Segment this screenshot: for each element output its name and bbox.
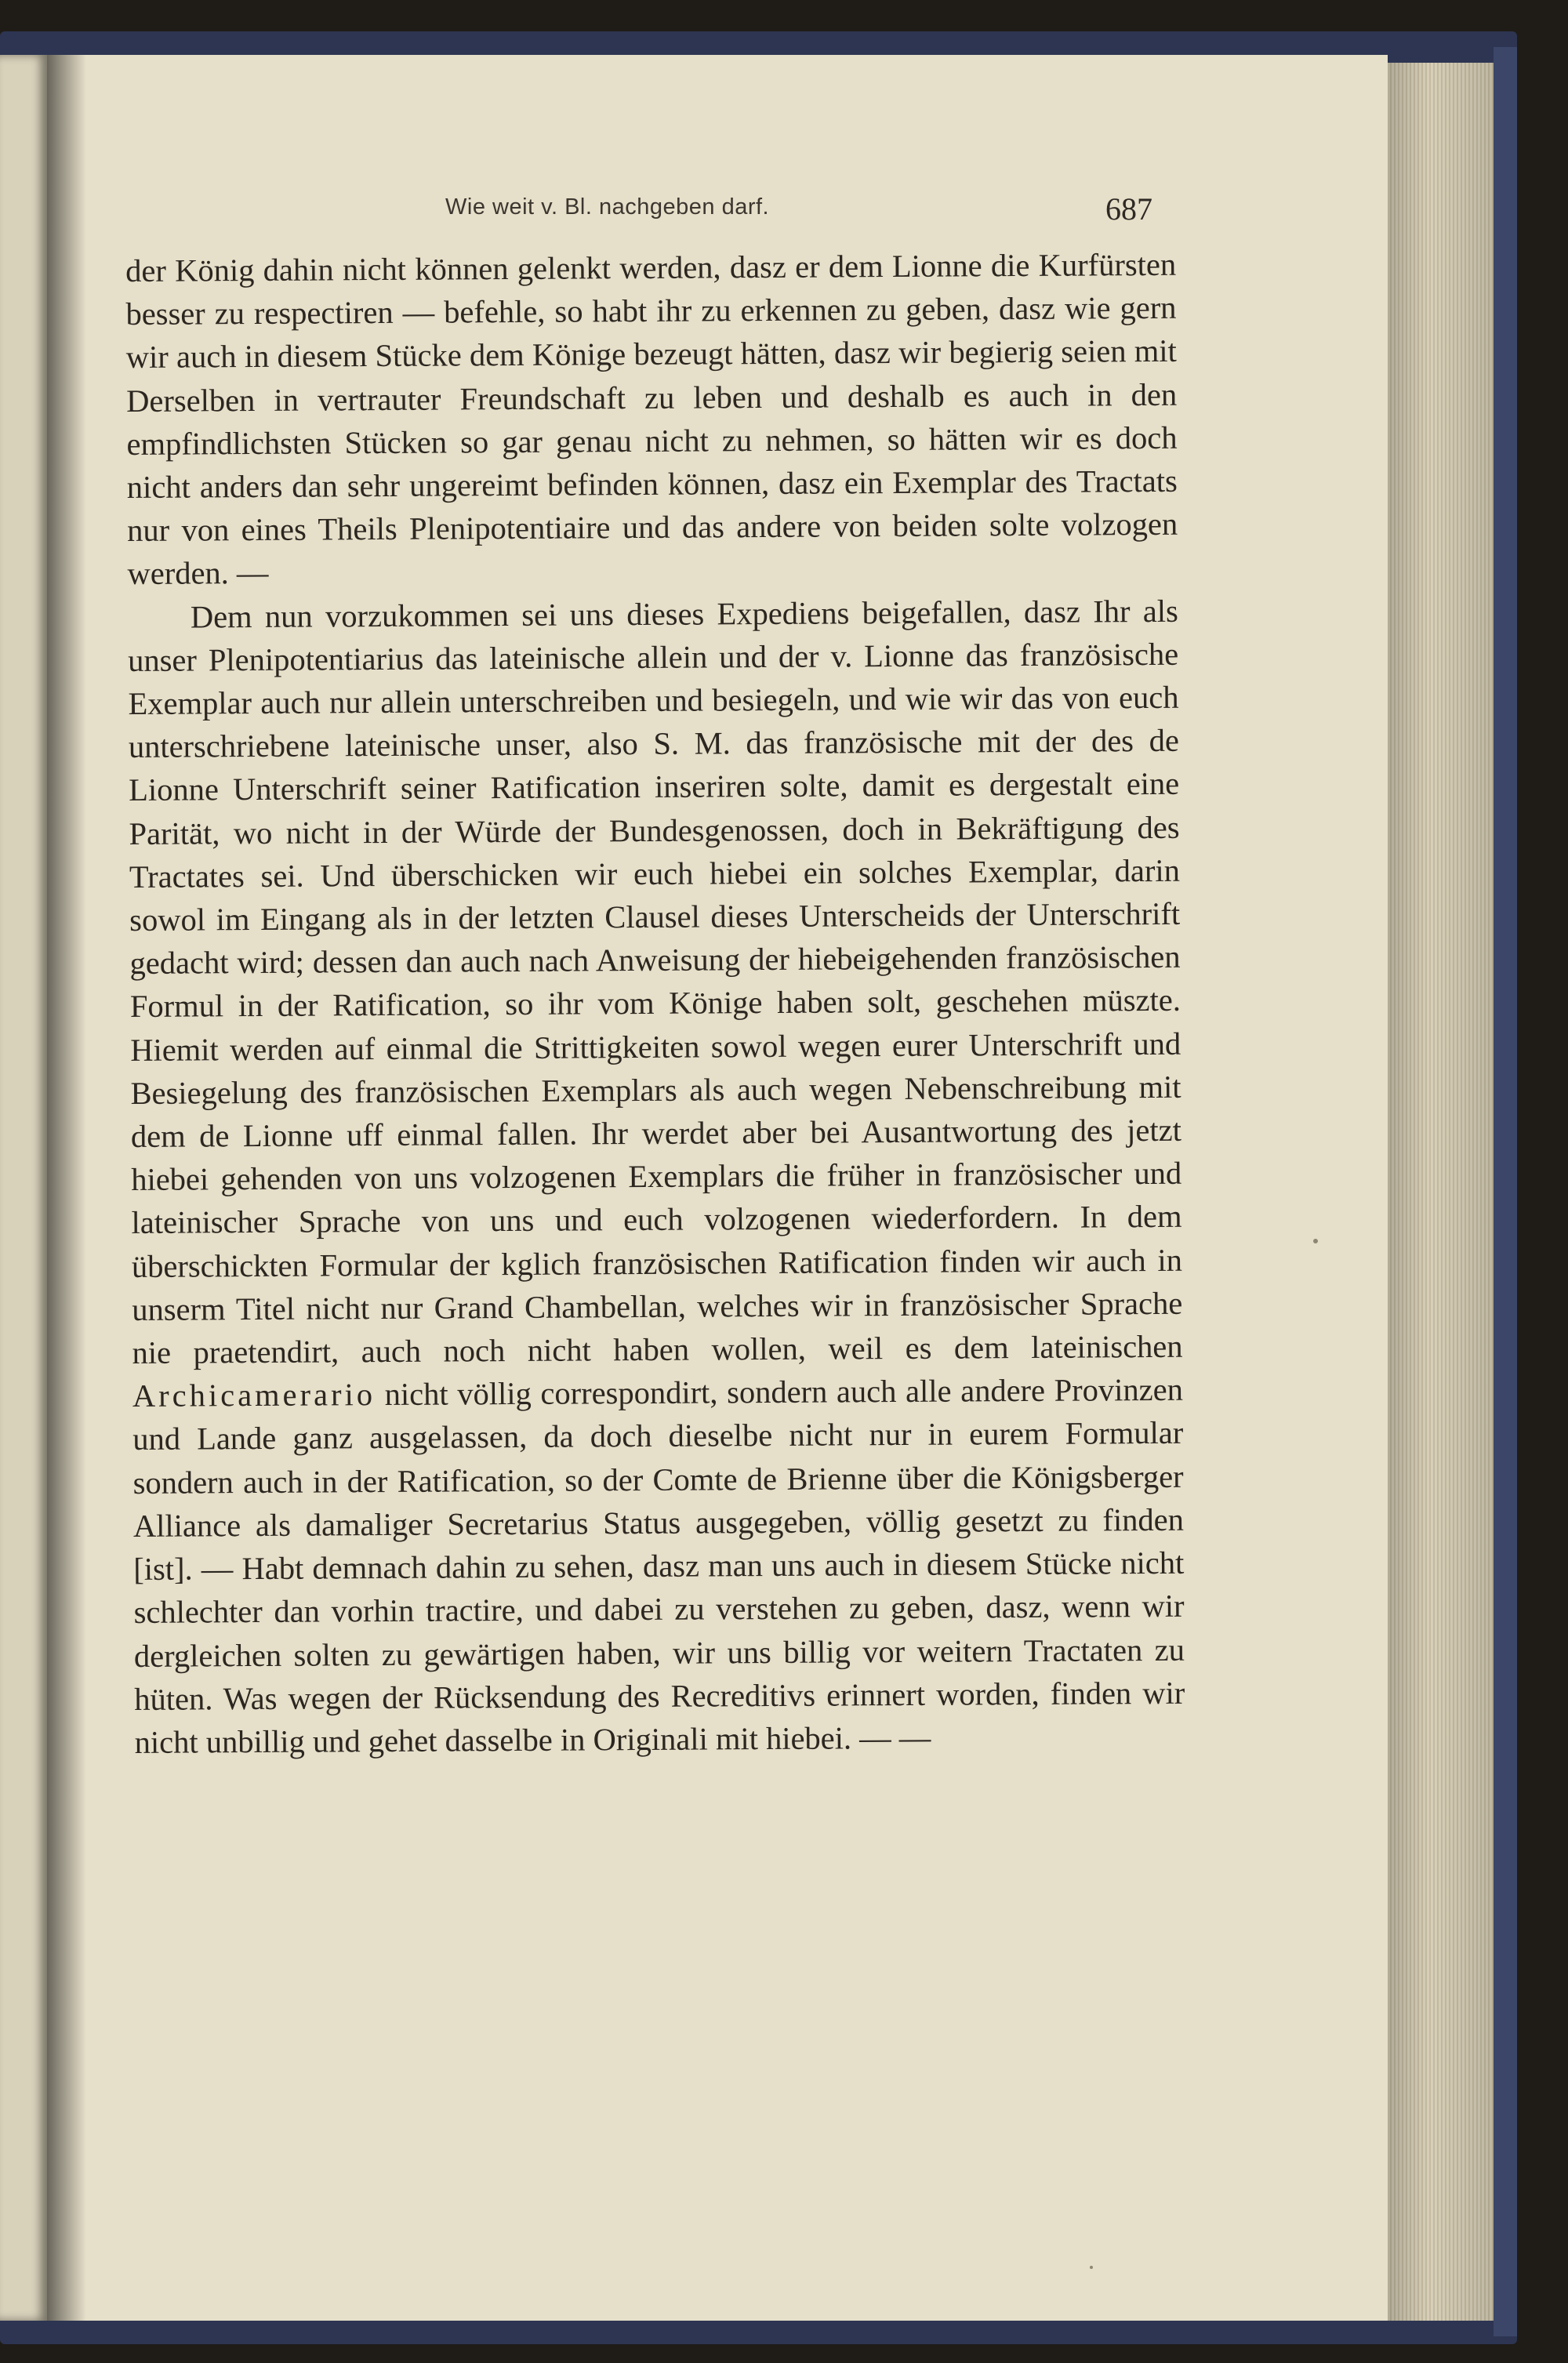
paper-speck: [1313, 1239, 1318, 1243]
previous-page-edge: [0, 55, 47, 2321]
paragraph: [128, 589, 1185, 1764]
paragraph: der König dahin nicht können gelenkt werden, dasz er dem Lionne die Kurfürsten besser zu respectiren — befehle, so habt ihr zu erkennen zu geben, dasz wie gern wir auch in diesem Stücke dem Könige bezeugt hätten, dasz wir begierig seien mit Derselben in vertrauter Freundschaft zu leben und deshalb es auch in den empfindlichsten Stücken so gar genau nicht zu nehmen, so hätten wir es doch nicht anders dan sehr ungereimt befinden können, dasz ein Exemplar des Tractats nur von eines Theils Plenipotentiaire und das andere von beiden solte volzogen werden. —: [125, 246, 1178, 592]
page-stack-shade: [1388, 63, 1494, 2321]
cover-edge: [1494, 47, 1517, 2336]
paper-speck: [1090, 2266, 1093, 2269]
running-head: Wie weit v. Bl. nachgeben darf.: [445, 194, 770, 220]
paragraph-text: Dem nun vorzukommen sei uns dieses Expediens beigefallen, dasz Ihr als unser Plenipotentiarius das lateinische allein und der v. Lionne das französische Exemplar auch nur allein unterschreiben und besiegeln, und wie wir das von euch unterschriebene lateinische unser, also S. M. das französische mit der des de Lionne Unterschrift seiner Ratification inseriren solte, damit es dergestalt eine Parität, wo nicht in der Würde der Bundesgenossen, doch in Bekräftigung des Tractates sei. Und überschicken wir euch hiebei ein solches Exemplar, darin sowol im Eingang als in der letzten Clausel dieses Unterscheids der Unterschrift gedacht wird; dessen dan auch nach Anweisung der hiebeigehenden französischen Formul in der Ratification, so ihr vom Könige haben solt, geschehen müszte. Hiemit werden auf einmal die Strittigkeiten sowol wegen eurer Unterschrift und Besiegelung des französischen Exemplars als auch wegen Nebenschreibung mit dem de Lionne uff einmal fallen. Ihr werdet aber bei Ausantwortung des jetzt hiebei gehenden von uns volzogenen Exemplars die früher in französischer und lateinischer Sprache von uns und euch volzogenen wiederfordern. In dem überschickten Formular der kglich französischen Ratification finden wir auch in unserm Titel nicht nur Grand Chambellan, welches wir in französischer Sprache nie praetendirt, auch noch nicht haben wollen, weil es dem lateinischen: [128, 593, 1183, 1371]
page-number: 687: [1105, 191, 1152, 227]
spaced-term: Archicamerario: [132, 1377, 376, 1414]
paragraph-text: nicht völlig correspondirt, sondern auch alle andere Provinzen und Lande ganz ausgelassen, da doch dieselbe nicht nur in eurem Formular sondern auch in der Ratification, so der Comte de Brienne über die Königsberger Alliance als damaliger Secretarius Status ausgegeben, völlig gesetzt zu finden [ist]. — Habt demnach dahin zu sehen, dasz man uns auch in diesem Stücke nicht schlechter dan vorhin tractire, und dabei zu verstehen zu geben, dasz, wenn wir dergleichen solten zu gewärtigen haben, wir uns billig vor weitern Tractaten zu hüten. Was wegen der Rücksendung des Recreditivs erinnert worden, finden wir nicht unbillig und gehet dasselbe in Originali mit hiebei. — —: [132, 1372, 1185, 1760]
body-text: [125, 243, 1185, 1764]
gutter-shadow: [47, 55, 86, 2321]
